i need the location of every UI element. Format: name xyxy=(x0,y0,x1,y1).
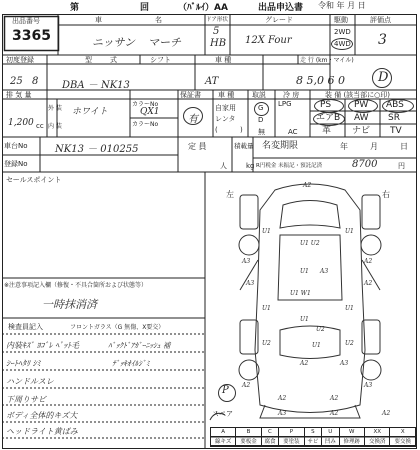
equip-airbag-circle xyxy=(313,112,345,126)
inspector-line-6: ヘッドライト黄ばみ xyxy=(6,427,78,436)
diag-mark-15: A2 xyxy=(242,382,251,389)
warranty-value: 有 xyxy=(188,114,198,125)
inspector-line-4: 下周りサビ xyxy=(6,395,46,404)
inspector-line-1: 内装ｷｽﾞ ﾖｺﾞﾚ ﾍﾟｯﾄ毛 xyxy=(6,341,80,350)
spare-mark-2: A2 xyxy=(330,410,339,417)
drive-label: 駆動 xyxy=(334,16,348,24)
cc-label: cc xyxy=(36,122,44,130)
exhaust-label: 排 気 量 xyxy=(6,91,32,99)
maker-label: 車 xyxy=(95,16,102,24)
maker-value: ニッサン xyxy=(92,36,136,49)
diag-mark-18: A2 xyxy=(330,395,339,402)
equip-sr: SR xyxy=(388,113,400,123)
drive-4wd-circle xyxy=(331,38,353,50)
usage-close: ) xyxy=(240,126,243,134)
diag-mark-16: A3 xyxy=(364,382,373,389)
lot-no-value: 3365 xyxy=(12,28,51,44)
katashiki-label: 型 xyxy=(85,56,92,64)
legend-letter: A xyxy=(211,428,236,437)
diag-mark-14: U2 xyxy=(345,340,354,347)
interior-label: 内 装 xyxy=(48,123,62,130)
diag-mark-4: U1 U2 xyxy=(300,240,320,247)
fuel-d: D xyxy=(258,116,264,124)
inspector-label: 検査員記入 xyxy=(8,323,43,331)
lpg-label: LPG xyxy=(278,100,292,108)
diag-mark-10: U1 xyxy=(262,305,271,312)
warranty-label: 保証書 xyxy=(180,91,201,99)
drive-4wd: 4WD xyxy=(334,40,351,48)
note-value: 一時抹消済 xyxy=(42,298,97,311)
inspector-line-3: ハンドルスレ xyxy=(6,377,54,386)
legend-meaning: 交換済 xyxy=(365,437,390,446)
legend-meaning: 凹み xyxy=(322,437,339,446)
legend-letter: B xyxy=(236,428,261,437)
color-no-value: QX1 xyxy=(140,107,160,117)
legend-meaning: 線キズ xyxy=(211,437,236,446)
model-value: マーチ xyxy=(148,36,181,49)
diag-mark-13: U2 xyxy=(262,340,271,347)
diag-mark-1: A2 xyxy=(303,182,312,189)
capacity-label: 定 員 xyxy=(188,142,207,151)
note-title: ※注意事項記入欄（修復・不具合箇所および状態等） xyxy=(4,282,148,289)
model-label: 名 xyxy=(155,16,162,24)
color-value: ホワイト xyxy=(72,107,108,117)
score-value: 3 xyxy=(378,32,387,48)
diag-mark-2: U1 xyxy=(262,228,271,235)
diag-mark-7: A2 xyxy=(364,258,373,265)
inspector-right-1: ﾊﾞｯｸﾄﾞｱｶﾞｰﾆｯｼｭ 補 xyxy=(108,341,171,350)
warranty-circle xyxy=(183,107,203,125)
car-kind-label: 車 種 xyxy=(218,91,235,99)
equip-leather: 革 xyxy=(322,126,332,136)
equip-pw: PW xyxy=(354,100,369,110)
diag-mark-12: U1 xyxy=(300,316,309,323)
legend-meaning: 要塗装 xyxy=(279,437,304,446)
first-reg-label: 初度登録 xyxy=(6,56,34,64)
aircon-label: 冷 房 xyxy=(283,91,300,99)
sales-point-label: セールスポイント xyxy=(6,176,62,184)
legend-meaning: 要交換 xyxy=(390,437,416,446)
legend-letter: C xyxy=(261,428,278,437)
inspector-line-2: ｼｰﾄﾍﾀﾘ ｼﾐ xyxy=(6,359,41,368)
person-label: 人 xyxy=(220,162,227,170)
katashiki-value: DBA － NK13 xyxy=(62,80,130,91)
spare-mark-1: A3 xyxy=(278,410,287,417)
score-label: 評価点 xyxy=(370,16,391,24)
diag-mark-8: A3 xyxy=(246,280,255,287)
manual-value: 無 xyxy=(258,128,265,136)
inspector-right-2: ﾃﾞｯｷｵｲﾙｼﾞﾐ xyxy=(112,359,150,368)
equip-airbag: エアB xyxy=(316,113,341,123)
spare-mark-3: A2 xyxy=(382,410,391,417)
color-no-label-2: カラーNo xyxy=(132,121,159,128)
diag-mark-9: A2 xyxy=(364,280,373,287)
exterior-label: 外 装 xyxy=(48,105,62,112)
year-label: 年 xyxy=(340,142,348,151)
day-label: 日 xyxy=(400,142,408,151)
header-kai: 回 xyxy=(140,3,150,13)
legend-meaning: 修理跡 xyxy=(339,437,364,446)
lot-no-label: 出品番号 xyxy=(12,17,40,25)
car-type-label: 車 種 xyxy=(215,56,232,64)
legend-letter: S xyxy=(304,428,321,437)
grade-label: グレード xyxy=(265,16,293,24)
diag-mark-17: A2 xyxy=(278,395,287,402)
usage-private: 自家用 xyxy=(215,104,236,112)
equip-ps: PS xyxy=(320,100,332,110)
header-venue: 出品申込書 xyxy=(258,3,304,13)
equip-tv: TV xyxy=(390,126,402,136)
inspector-line-5: ボディ全体的キズ大 xyxy=(6,411,78,420)
drive-2wd: 2WD xyxy=(334,28,351,36)
manual-label: 取説 xyxy=(252,91,266,99)
exhaust-value: 1,200 xyxy=(8,118,34,128)
load-cap-label: 積載量 xyxy=(234,142,254,150)
diag-mark-23: U1 xyxy=(312,342,321,349)
equip-abs: ABS xyxy=(386,100,404,110)
katashiki2-label: 式 xyxy=(110,56,117,64)
name-change-label: 名変期限 xyxy=(262,141,299,151)
diag-mark-20: A3 xyxy=(340,360,349,367)
diag-mark-6: A3 xyxy=(242,258,251,265)
chassis-value: NK13 － 010255 xyxy=(55,144,139,155)
fuel-g: G xyxy=(258,104,264,112)
legend-letter: W xyxy=(339,428,364,437)
grade-value: 12X Four xyxy=(245,35,292,46)
door-type-label: ドア形状 xyxy=(206,17,228,23)
spare-value: P xyxy=(222,385,229,396)
usage-open: ( xyxy=(215,126,218,134)
price-value: 8700 xyxy=(352,159,378,170)
reg-year-value: 25 xyxy=(10,76,23,87)
damage-legend xyxy=(210,427,416,446)
mileage-unit: D xyxy=(378,70,389,85)
yen-label: 円 xyxy=(398,162,405,170)
price-note: R円税金 未振記・預託記済 xyxy=(256,163,323,169)
door-body-value: HB xyxy=(210,38,227,49)
diag-mark-5: U1 W1 xyxy=(290,290,311,297)
equip-navi: ナビ xyxy=(352,126,371,136)
equip-ps-circle xyxy=(314,99,344,113)
windshield-label: フロントガラス（G 無傷、X要交） xyxy=(70,324,165,331)
month-label: 月 xyxy=(370,142,378,151)
legend-meaning: 要板金 xyxy=(236,437,261,446)
header-date: 令和 年 月 日 xyxy=(318,1,366,10)
diag-mark-11: U1 xyxy=(345,305,354,312)
fuel-g-circle xyxy=(254,102,269,116)
legend-letter: P xyxy=(279,428,304,437)
equipment-label: 装 備 (該当部に○印) xyxy=(325,91,391,99)
aircon-value: AC xyxy=(288,128,298,136)
legend-meaning: サビ xyxy=(304,437,321,446)
usage-rental: レンタ xyxy=(215,115,236,123)
car-diagram xyxy=(210,184,381,420)
header-paren: （ﾊﾞﾙｲ）AA xyxy=(178,3,228,13)
legend-meaning: 腐食 xyxy=(261,437,278,446)
spare-label: スペア xyxy=(212,410,233,418)
doors-value: 5 xyxy=(213,26,220,37)
mileage-value: 8 5,0 6 0 xyxy=(296,74,345,87)
diag-mark-24: U2 xyxy=(316,326,325,333)
reg-no-label: 登録No xyxy=(4,160,28,168)
header-prefix: 第 xyxy=(70,3,80,13)
diag-mark-21: U1 xyxy=(300,268,309,275)
diag-mark-19: A2 xyxy=(300,360,309,367)
diag-mark-3: U1 xyxy=(345,228,354,235)
reg-month-value: 8 xyxy=(32,76,39,87)
mileage-unit-circle xyxy=(372,68,392,88)
chassis-label: 車台No xyxy=(4,142,28,150)
equip-pw-circle xyxy=(348,99,378,113)
shift-label: シフト xyxy=(150,56,171,64)
left-label: 左 xyxy=(226,190,234,199)
mileage-label: 走 行 (km・マイル) xyxy=(300,57,354,64)
right-label: 右 xyxy=(382,190,390,199)
kg-label: kg xyxy=(246,162,255,170)
legend-letter: XX xyxy=(365,428,390,437)
equip-abs-circle xyxy=(382,99,414,113)
color-no-label: カラーNo xyxy=(132,101,159,108)
legend-letter: X xyxy=(390,428,416,437)
legend-letter: U xyxy=(322,428,339,437)
diag-mark-22: A3 xyxy=(320,268,329,275)
shift-value: AT xyxy=(205,76,219,87)
equip-aw: AW xyxy=(354,113,369,123)
